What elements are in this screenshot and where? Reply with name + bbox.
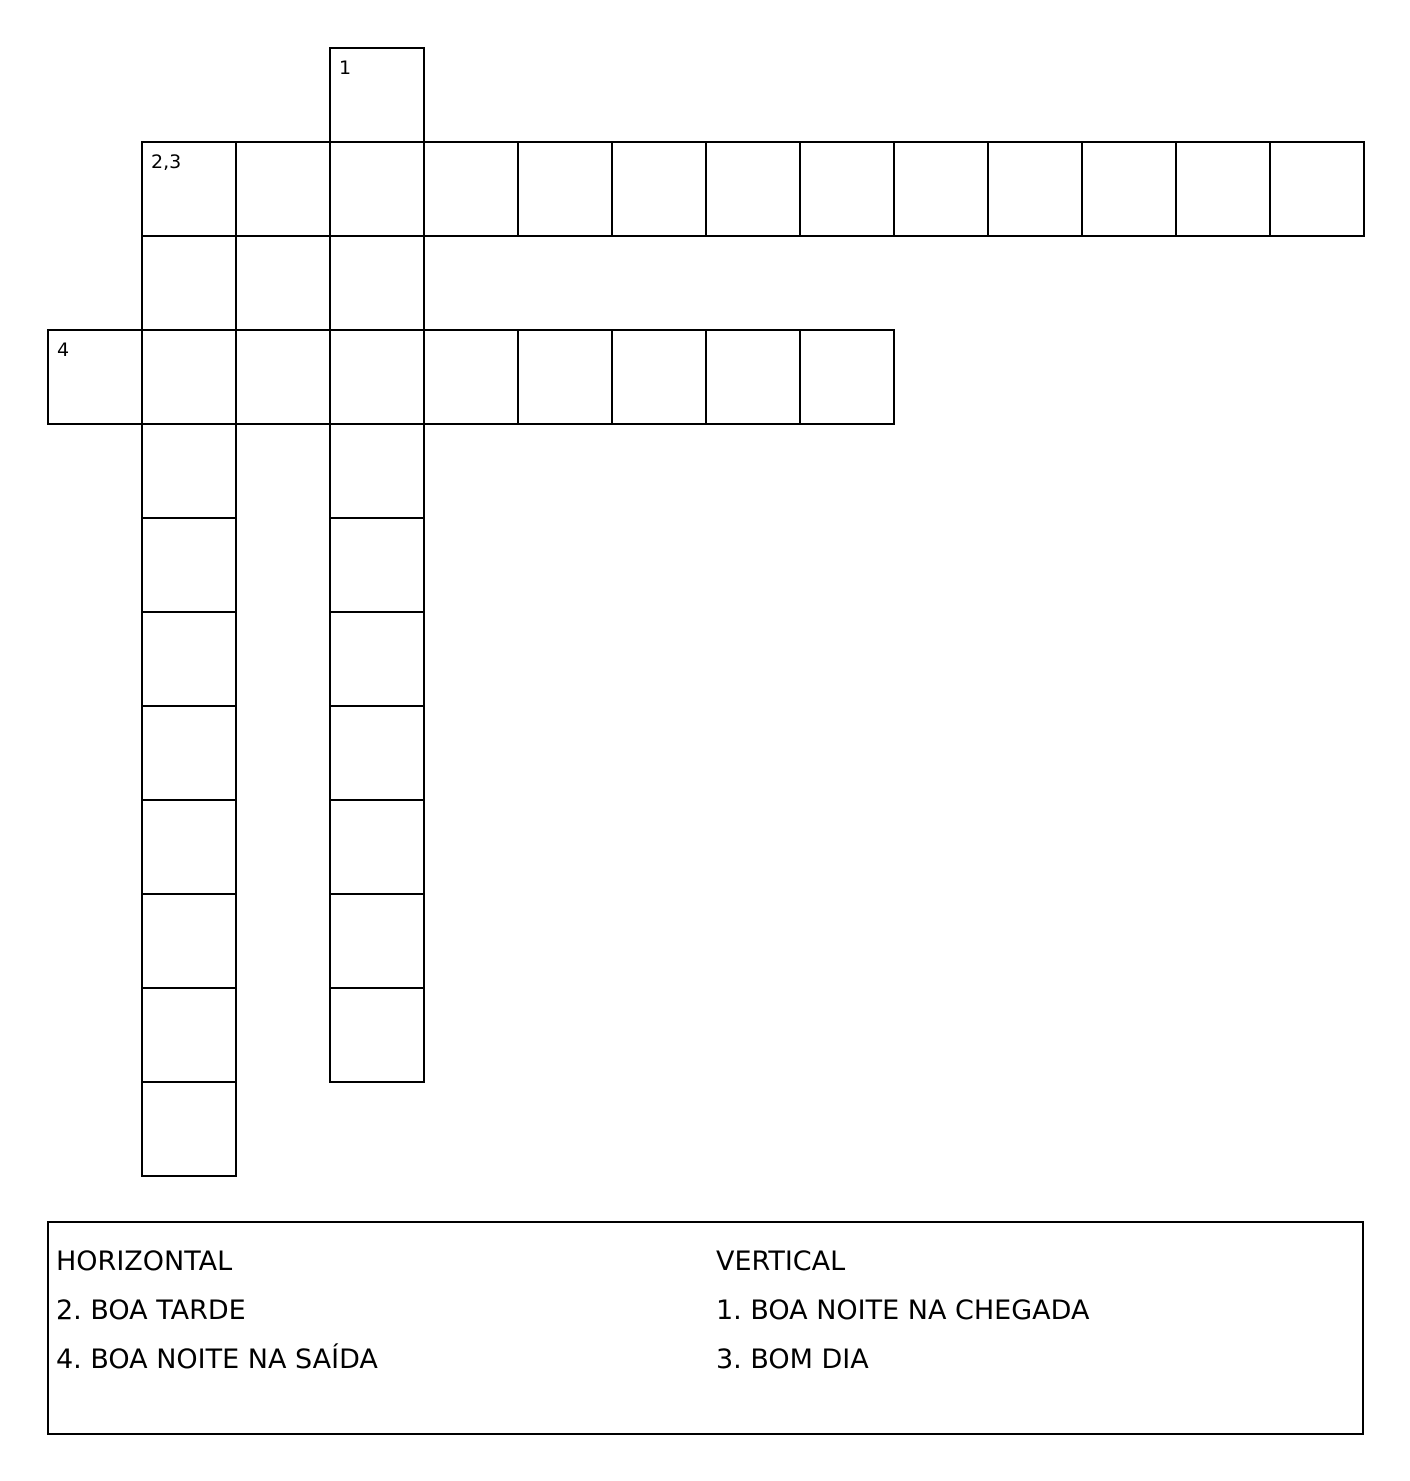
crossword-cell[interactable] — [329, 611, 425, 707]
vertical-clues — [716, 1237, 1089, 1384]
crossword-cell[interactable] — [1081, 141, 1177, 237]
clue-vertical-1: 1. BOA NOITE NA CHEGADA — [716, 1295, 1090, 1326]
crossword-cell[interactable] — [893, 141, 989, 237]
crossword-cell[interactable] — [141, 329, 237, 425]
crossword-cell[interactable] — [329, 423, 425, 519]
clues-box — [47, 1221, 1364, 1435]
clue-number: 2,3 — [151, 151, 182, 173]
crossword-cell[interactable] — [141, 235, 237, 331]
crossword-cell[interactable] — [141, 141, 237, 237]
crossword-cell[interactable] — [329, 329, 425, 425]
clue-number: 1 — [339, 57, 352, 79]
crossword-cell[interactable] — [1175, 141, 1271, 237]
crossword-cell[interactable] — [141, 987, 237, 1083]
crossword-cell[interactable] — [329, 141, 425, 237]
clue-vertical-3: 3. BOM DIA — [716, 1344, 869, 1375]
crossword-cell[interactable] — [235, 141, 331, 237]
crossword-cell[interactable] — [799, 329, 895, 425]
crossword-cell[interactable] — [799, 141, 895, 237]
clue-number: 4 — [57, 339, 70, 361]
crossword-cell[interactable] — [141, 517, 237, 613]
crossword-cell[interactable] — [141, 799, 237, 895]
crossword-cell[interactable] — [141, 1081, 237, 1177]
crossword-cell[interactable] — [517, 141, 613, 237]
crossword-cell[interactable] — [329, 893, 425, 989]
crossword-cell[interactable] — [235, 329, 331, 425]
crossword-cell[interactable] — [611, 141, 707, 237]
horizontal-clues — [56, 1237, 378, 1384]
crossword-cell[interactable] — [141, 423, 237, 519]
crossword-cell[interactable] — [423, 141, 519, 237]
crossword-cell[interactable] — [235, 235, 331, 331]
crossword-cell[interactable] — [329, 47, 425, 143]
crossword-cell[interactable] — [141, 893, 237, 989]
vertical-heading: VERTICAL — [716, 1246, 846, 1277]
crossword-cell[interactable] — [987, 141, 1083, 237]
crossword-cell[interactable] — [1269, 141, 1365, 237]
crossword-cell[interactable] — [705, 329, 801, 425]
crossword-cell[interactable] — [611, 329, 707, 425]
crossword-cell[interactable] — [329, 705, 425, 801]
clue-horizontal-4: 4. BOA NOITE NA SAÍDA — [56, 1344, 378, 1375]
crossword-cell[interactable] — [47, 329, 143, 425]
crossword-cell[interactable] — [329, 235, 425, 331]
crossword-cell[interactable] — [141, 611, 237, 707]
crossword-cell[interactable] — [705, 141, 801, 237]
crossword-cell[interactable] — [517, 329, 613, 425]
crossword-cell[interactable] — [329, 517, 425, 613]
horizontal-heading: HORIZONTAL — [56, 1246, 233, 1277]
crossword-cell[interactable] — [329, 987, 425, 1083]
crossword-cell[interactable] — [141, 705, 237, 801]
crossword-cell[interactable] — [329, 799, 425, 895]
crossword-cell[interactable] — [423, 329, 519, 425]
clue-horizontal-2: 2. BOA TARDE — [56, 1295, 246, 1326]
